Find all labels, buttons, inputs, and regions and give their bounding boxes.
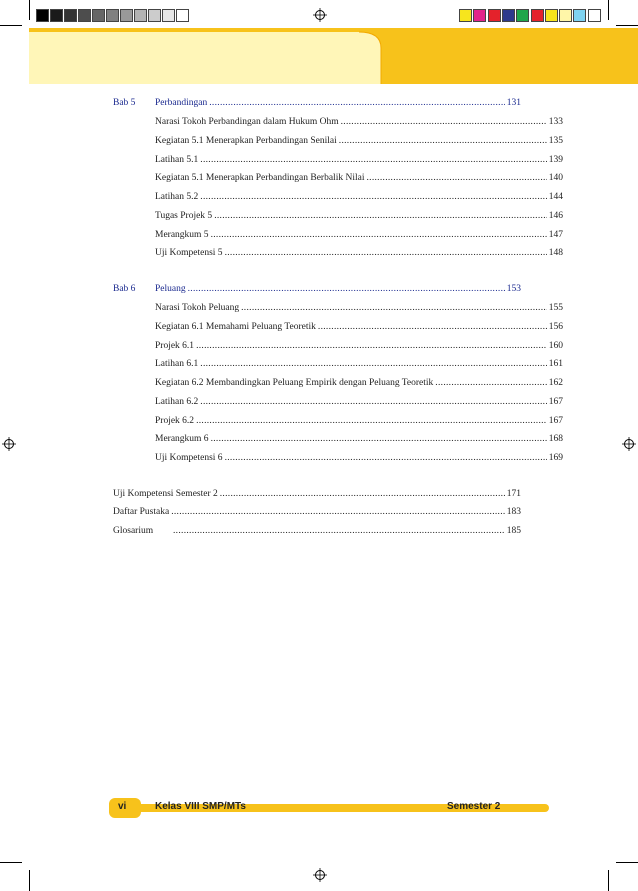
page-number: 160 bbox=[548, 340, 563, 351]
entry-title: Merangkum 5 bbox=[155, 229, 209, 240]
entry-title: Uji Kompetensi Semester 2 bbox=[113, 489, 218, 499]
toc-entry[interactable] bbox=[113, 134, 563, 148]
leader-dots bbox=[220, 487, 505, 501]
page-number: 146 bbox=[548, 210, 563, 221]
page-number: 185 bbox=[506, 526, 521, 536]
page-number: 171 bbox=[506, 489, 521, 499]
color-swatch bbox=[516, 9, 529, 22]
leader-dots bbox=[339, 134, 547, 148]
page-number: 131 bbox=[506, 98, 521, 108]
toc-entry[interactable] bbox=[113, 171, 563, 185]
leader-dots bbox=[209, 96, 505, 110]
leader-dots bbox=[171, 505, 505, 519]
page-number: 135 bbox=[548, 135, 563, 146]
color-swatch bbox=[531, 9, 544, 22]
entry-title: Daftar Pustaka bbox=[113, 507, 170, 517]
page-number: 140 bbox=[548, 173, 563, 184]
color-swatch bbox=[573, 9, 586, 22]
gray-swatch bbox=[106, 9, 119, 22]
leader-dots bbox=[188, 282, 505, 296]
chapter-label: Bab 5 bbox=[113, 98, 136, 108]
toc-entry-uji-kompetensi-semester[interactable] bbox=[113, 487, 521, 501]
color-swatch bbox=[488, 9, 501, 22]
page-number: 139 bbox=[548, 154, 563, 165]
entry-title: Merangkum 6 bbox=[155, 434, 209, 445]
registration-target-icon bbox=[313, 8, 327, 22]
gray-swatch bbox=[134, 9, 147, 22]
color-swatch bbox=[473, 9, 486, 22]
leader-dots bbox=[341, 115, 547, 129]
page-number: 147 bbox=[548, 229, 563, 240]
page-number: 156 bbox=[548, 321, 563, 332]
color-swatch bbox=[588, 9, 601, 22]
entry-title: Uji Kompetensi 6 bbox=[155, 453, 223, 463]
leader-dots bbox=[200, 357, 546, 371]
leader-dots bbox=[200, 153, 546, 167]
page-number: 162 bbox=[548, 378, 563, 388]
gray-swatch bbox=[50, 9, 63, 22]
entry-title: Tugas Projek 5 bbox=[155, 210, 213, 221]
page-number: 148 bbox=[548, 248, 563, 259]
entry-title: Narasi Tokoh Perbandingan dalam Hukum Ohm bbox=[155, 117, 339, 127]
toc-entry[interactable] bbox=[113, 115, 563, 129]
entry-title: Projek 6.2 bbox=[155, 415, 195, 426]
entry-title: Kegiatan 5.1 Menerapkan Perbandingan Berbalik Nilai bbox=[155, 173, 365, 184]
toc-entry[interactable] bbox=[113, 153, 563, 167]
entry-title: Latihan 6.1 bbox=[155, 359, 199, 370]
leader-dots bbox=[214, 209, 547, 223]
gray-swatch bbox=[162, 9, 175, 22]
leader-dots bbox=[241, 301, 547, 315]
leader-dots bbox=[435, 376, 546, 390]
page-number: 144 bbox=[548, 192, 563, 202]
color-swatch bbox=[559, 9, 572, 22]
leader-dots bbox=[225, 451, 547, 465]
entry-title: Latihan 5.1 bbox=[155, 154, 199, 165]
page-number: 161 bbox=[548, 359, 563, 370]
entry-title: Narasi Tokoh Peluang bbox=[155, 303, 240, 313]
leader-dots bbox=[200, 190, 546, 204]
gray-swatch bbox=[120, 9, 133, 22]
leader-dots bbox=[196, 339, 547, 353]
chapter-title: Perbandingan bbox=[155, 98, 208, 108]
page-footer bbox=[109, 797, 549, 819]
toc-entry[interactable] bbox=[113, 190, 563, 204]
toc-entry-daftar-pustaka[interactable] bbox=[113, 505, 521, 519]
toc-entry[interactable] bbox=[113, 357, 563, 371]
toc-entry[interactable] bbox=[113, 246, 563, 260]
leader-dots bbox=[366, 171, 546, 185]
page-number: 183 bbox=[506, 507, 521, 517]
registration-target-icon bbox=[2, 437, 16, 451]
entry-title: Latihan 6.2 bbox=[155, 396, 199, 407]
toc-entry[interactable] bbox=[113, 376, 563, 390]
leader-dots bbox=[200, 395, 546, 409]
gray-swatch bbox=[36, 9, 49, 22]
entry-title: Kegiatan 5.1 Menerapkan Perbandingan Senilai bbox=[155, 135, 337, 146]
toc-entry[interactable] bbox=[113, 414, 563, 428]
leader-dots bbox=[211, 432, 547, 446]
leader-dots bbox=[196, 414, 547, 428]
book-title: Kelas VIII SMP/MTs bbox=[155, 801, 246, 812]
page-number: 169 bbox=[548, 453, 563, 463]
color-swatch bbox=[459, 9, 472, 22]
registration-target-icon bbox=[622, 437, 636, 451]
gray-swatch bbox=[176, 9, 189, 22]
toc-entry[interactable] bbox=[113, 451, 563, 465]
toc-entry[interactable] bbox=[113, 209, 563, 223]
toc-entry[interactable] bbox=[113, 339, 563, 353]
entry-title: Latihan 5.2 bbox=[155, 192, 199, 202]
leader-dots bbox=[318, 320, 547, 334]
toc-chapter-5[interactable] bbox=[113, 96, 521, 110]
page-number: vi bbox=[118, 801, 127, 812]
entry-title: Uji Kompetensi 5 bbox=[155, 248, 223, 259]
page-number: 167 bbox=[548, 396, 563, 407]
toc-chapter-6[interactable] bbox=[113, 282, 521, 296]
chapter-label: Bab 6 bbox=[113, 284, 136, 294]
toc-entry-glosarium[interactable] bbox=[113, 524, 521, 538]
leader-dots bbox=[173, 524, 505, 538]
leader-dots bbox=[225, 246, 547, 260]
toc-entry[interactable] bbox=[113, 320, 563, 334]
entry-title: Glosarium bbox=[113, 526, 154, 536]
leader-dots bbox=[211, 228, 547, 242]
entry-title: Projek 6.1 bbox=[155, 340, 195, 351]
page-number: 155 bbox=[548, 303, 563, 313]
toc-entry[interactable] bbox=[113, 228, 563, 242]
gray-swatch bbox=[92, 9, 105, 22]
entry-title: Kegiatan 6.1 Memahami Peluang Teoretik bbox=[155, 321, 316, 332]
page-number: 133 bbox=[548, 117, 563, 127]
page-number: 167 bbox=[548, 415, 563, 426]
gray-swatch bbox=[78, 9, 91, 22]
toc-entry[interactable] bbox=[113, 301, 563, 315]
header-band bbox=[29, 28, 638, 84]
semester-label: Semester 2 bbox=[447, 801, 501, 812]
color-swatch bbox=[545, 9, 558, 22]
color-swatch bbox=[502, 9, 515, 22]
entry-title: Kegiatan 6.2 Membandingkan Peluang Empirik dengan Peluang Teoretik bbox=[155, 378, 434, 388]
toc-entry[interactable] bbox=[113, 395, 563, 409]
page-number: 153 bbox=[506, 284, 521, 294]
gray-swatch bbox=[148, 9, 161, 22]
registration-target-icon bbox=[313, 868, 327, 882]
gray-swatch bbox=[64, 9, 77, 22]
page-number: 168 bbox=[548, 434, 563, 445]
toc-entry[interactable] bbox=[113, 432, 563, 446]
chapter-title: Peluang bbox=[155, 284, 186, 294]
